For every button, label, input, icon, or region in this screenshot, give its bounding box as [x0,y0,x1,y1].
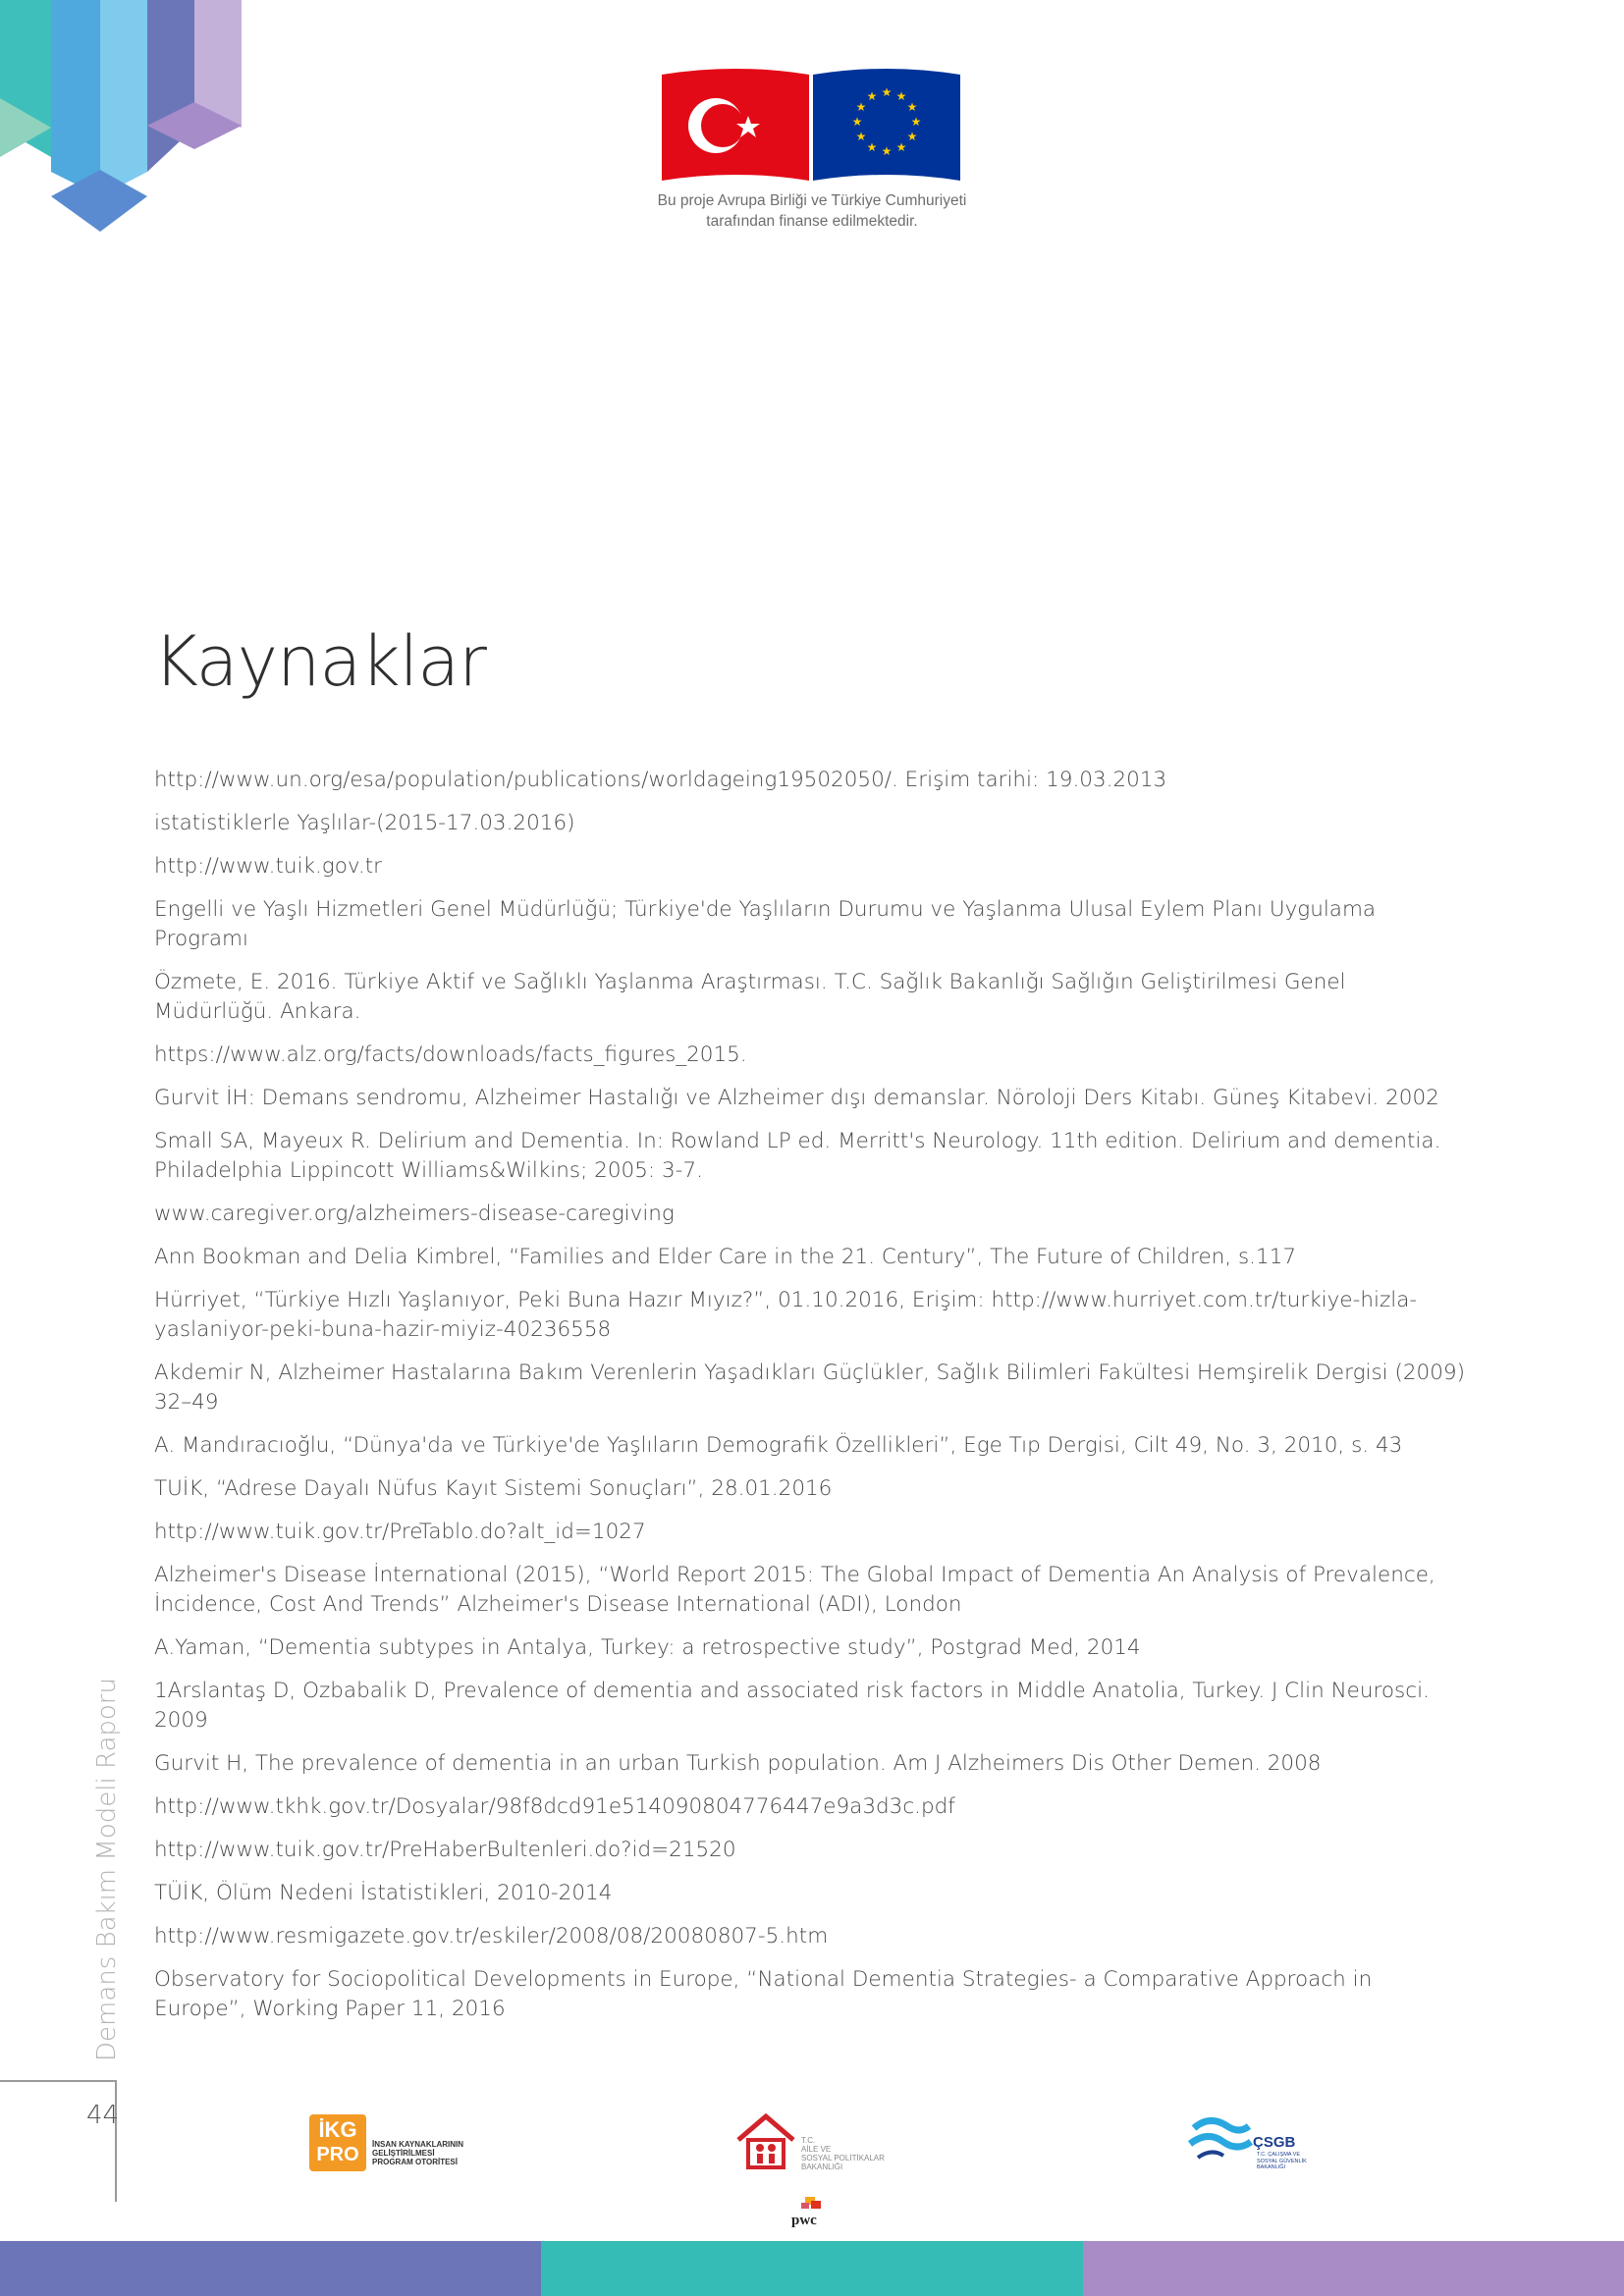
svg-text:★: ★ [895,89,907,103]
page-number: 44 [86,2101,120,2130]
svg-text:★: ★ [851,115,863,129]
reference-item: http://www.tkhk.gov.tr/Dosyalar/98f8dcd91e514090804776447e9a3d3c.pdf [154,1794,955,1819]
bottom-bar-left [0,2241,541,2296]
report-title-vertical: Demans Bakım Modeli Raporu [92,1678,122,2061]
reference-item: Engelli ve Yaşlı Hizmetleri Genel Müdürlüğü; Türkiye'de Yaşlıların Durumu ve Yaşlanma Ulusal Eylem Planı Uygulama Programı [154,897,1377,951]
reference-item: TUİK, “Adrese Dayalı Nüfus Kayıt Sistemi Sonuçları”, 28.01.2016 [154,1476,833,1501]
reference-item: https://www.alz.org/facts/downloads/facts_figures_2015. [154,1042,747,1067]
corner-decoration [0,0,245,236]
turkey-flag-icon [662,67,809,181]
csgb-logo-subtitle: T.C. ÇALIŞMA VE SOSYAL GÜVENLİK BAKANLIĞI [1257,2152,1307,2170]
pwc-logo-text: pwc [791,2213,817,2228]
reference-item: istatistiklerle Yaşlılar-(2015-17.03.2016) [154,811,575,835]
reference-item: 1Arslantaş D, Ozbabalik D, Prevalence of dementia and associated risk factors in Middle Anatolia, Turkey. J Clin Neurosci. 2009 [154,1679,1430,1733]
svg-text:★: ★ [881,144,893,158]
reference-item: TÜİK, Ölüm Nedeni İstatistikleri, 2010-2014 [154,1881,613,1905]
reference-item: Özmete, E. 2016. Türkiye Aktif ve Sağlıklı Yaşlanma Araştırması. T.C. Sağlık Bakanlığı Sağlığın Geliştirilmesi Genel Müdürlüğü. Ankara. [154,970,1346,1024]
csgb-mark-icon [1188,2114,1253,2163]
aile-logo-text: T.C. AİLE VE SOSYAL POLİTİKALAR BAKANLIĞI [801,2136,885,2171]
svg-text:★: ★ [906,100,918,114]
reference-item: Observatory for Sociopolitical Developments in Europe, “National Dementia Strategies- a Comparative Approach in Europe”, Working Paper 11, 2016 [154,1967,1373,2021]
ikg-pro-logo [309,2114,476,2177]
reference-item: Small SA, Mayeux R. Delirium and Dementia. In: Rowland LP ed. Merritt's Neurology. 11th edition. Delirium and dementia. Philadelphia Lippincott Williams&Wilkins; 2005: 3-7. [154,1129,1441,1183]
reference-list [154,766,1470,2038]
reference-item: Ann Bookman and Delia Kimbrel, “Families and Elder Care in the 21. Century”, The Future of Children, s.117 [154,1245,1297,1269]
reference-item: http://www.resmigazete.gov.tr/eskiler/2008/08/20080807-5.htm [154,1924,829,1949]
sidebar-rule [0,2080,116,2082]
csgb-logo [1188,2114,1326,2177]
reference-item: http://www.un.org/esa/population/publications/worldageing19502050/. Erişim tarihi: 19.03.2013 [154,768,1167,792]
svg-text:★: ★ [866,89,878,103]
svg-text:★: ★ [866,140,878,154]
pwc-logo [785,2195,835,2230]
reference-item: Akdemir N, Alzheimer Hastalarına Bakım Verenlerin Yaşadıkları Güçlükler, Sağlık Bilimleri Fakültesi Hemşirelik Dergisi (2009) 32–49 [154,1361,1465,1415]
svg-text:★: ★ [895,140,907,154]
funding-caption [642,190,982,232]
svg-text:★: ★ [906,130,918,143]
ikg-logo-text: İNSAN KAYNAKLARININ GELİŞTİRİLMESİ PROGRAM OTORİTESİ [372,2140,464,2166]
reference-item: www.caregiver.org/alzheimers-disease-caregiving [154,1201,675,1226]
aile-bakanligi-logo [734,2110,892,2179]
svg-text:★: ★ [855,100,867,114]
bottom-bar-middle [541,2241,1082,2296]
aile-house-icon [734,2110,797,2173]
svg-text:★: ★ [910,115,922,129]
funding-caption-line1: Bu proje Avrupa Birliği ve Türkiye Cumhuriyeti [657,192,967,209]
reference-item: http://www.tuik.gov.tr/PreHaberBultenleri.do?id=21520 [154,1838,736,1862]
eu-flag-icon [813,67,960,181]
reference-item: A.Yaman, “Dementia subtypes in Antalya, Turkey: a retrospective study”, Postgrad Med, 2014 [154,1635,1141,1660]
reference-item: http://www.tuik.gov.tr [154,854,383,879]
svg-text:★: ★ [855,130,867,143]
ikg-logo-mark [309,2114,366,2171]
bottom-bar-right [1083,2241,1624,2296]
pwc-mark-icon [799,2195,829,2213]
csgb-logo-name: ÇSGB [1253,2134,1296,2151]
reference-item: Gurvit İH: Demans sendromu, Alzheimer Hastalığı ve Alzheimer dışı demanslar. Nöroloji Ders Kitabı. Güneş Kitabevi. 2002 [154,1086,1439,1110]
ikg-logo-top: İKG [318,2117,357,2142]
reference-item: Alzheimer's Disease İnternational (2015), “World Report 2015: The Global Impact of Dementia An Analysis of Prevalence, İncidence, Cost And Trends” Alzheimer's Disease International (ADI), London [154,1563,1435,1617]
sidebar-rule-vertical [115,2080,117,2202]
funding-caption-line2: tarafından finanse edilmektedir. [706,213,918,230]
ikg-logo-bottom: PRO [316,2144,359,2165]
reference-item: Gurvit H, The prevalence of dementia in an urban Turkish population. Am J Alzheimers Dis Other Demen. 2008 [154,1751,1322,1776]
reference-item: Hürriyet, “Türkiye Hızlı Yaşlanıyor, Peki Buna Hazır Mıyız?”, 01.10.2016, Erişim: http://www.hurriyet.com.tr/turkiye-hizla-yaslaniyor-peki-buna-hazir-miyiz-40236558 [154,1288,1418,1342]
page-title: Kaynaklar [153,621,486,702]
reference-item: http://www.tuik.gov.tr/PreTablo.do?alt_id=1027 [154,1520,646,1544]
svg-text:★: ★ [881,85,893,99]
bottom-color-bar [0,2241,1624,2296]
reference-item: A. Mandıracıoğlu, “Dünya'da ve Türkiye'de Yaşlıların Demografik Özellikleri”, Ege Tıp Dergisi, Cilt 49, No. 3, 2010, s. 43 [154,1433,1403,1458]
